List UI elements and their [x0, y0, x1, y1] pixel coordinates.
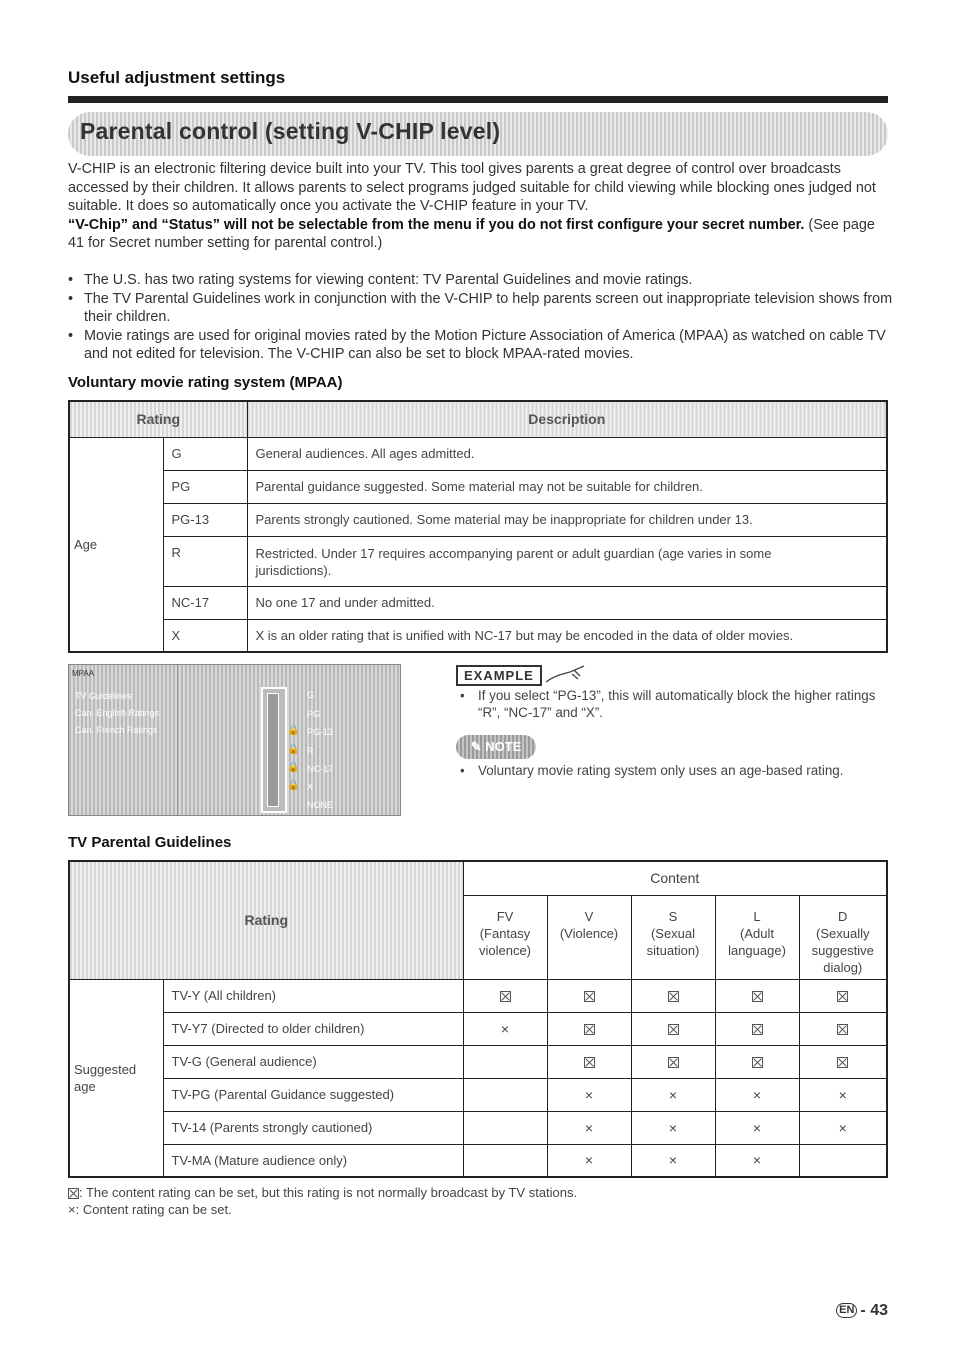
- x-mark-icon: ×: [752, 1152, 762, 1169]
- menu-left-panel: [69, 665, 178, 815]
- tvpg-cell: [631, 1012, 715, 1045]
- mpaa-code: PG-13: [163, 503, 247, 536]
- mpaa-group-age: Age: [69, 437, 163, 652]
- tvpg-cell: [799, 979, 887, 1012]
- tvpg-cell: [715, 1012, 799, 1045]
- tvpg-cell: [631, 979, 715, 1012]
- x-mark-icon: ×: [584, 1086, 594, 1103]
- tvpg-rating-label: TV-14 (Parents strongly cautioned): [163, 1111, 463, 1144]
- content-code: FV: [496, 908, 514, 924]
- x-mark-icon: ×: [838, 1119, 847, 1136]
- bullet-item: • Movie ratings are used for original movies rated by the Motion Picture Association of America (MPAA) as watched on cable TV and not edited for television. The V-CHIP can also be set to block MPAA-rated movies.: [68, 327, 898, 364]
- mpaa-desc: No one 17 and under admitted.: [247, 586, 887, 619]
- tvpg-cell: [463, 1012, 547, 1045]
- mpaa-desc: General audiences. All ages admitted.: [247, 437, 887, 470]
- tvpg-cell: [631, 1045, 715, 1078]
- note-text: • Voluntary movie rating system only uses an age-based rating.: [460, 763, 844, 778]
- tvpg-body: [69, 979, 887, 1177]
- tvpg-cell: [547, 1078, 631, 1111]
- tvpg-col-content: Content: [463, 861, 887, 895]
- mpaa-col-rating: Rating: [69, 401, 247, 437]
- menu-option[interactable]: R: [307, 746, 314, 756]
- tvpg-table: [68, 860, 888, 1178]
- intro-bullets: [68, 271, 898, 364]
- legend-x-text: : Content rating can be set.: [75, 1202, 232, 1217]
- tvpg-cell: [799, 1012, 887, 1045]
- checkbox-x-icon: [584, 1024, 595, 1035]
- pointing-hand-icon: [544, 662, 592, 684]
- tvpg-cell: [799, 1111, 887, 1144]
- x-mark-icon: ×: [668, 1119, 678, 1136]
- checkbox-x-icon: [668, 1024, 679, 1035]
- tvpg-cell: [715, 1078, 799, 1111]
- content-col-fv: [463, 895, 547, 979]
- table-row: [69, 536, 887, 586]
- mpaa-col-description: Description: [247, 401, 887, 437]
- checkbox-x-icon: [752, 1057, 763, 1068]
- table-row: [69, 619, 887, 652]
- x-mark-icon: ×: [752, 1119, 762, 1136]
- page-number-text: - 43: [860, 1302, 888, 1319]
- bullet-item: • The TV Parental Guidelines work in conjunction with the V-CHIP to help parents screen out inappropriate television shows from their children.: [68, 290, 898, 327]
- table-row: [69, 437, 887, 470]
- tvpg-cell: [547, 1012, 631, 1045]
- content-desc: (Fantasy violence): [478, 925, 532, 958]
- content-col-v: [547, 895, 631, 979]
- mpaa-desc: Parental guidance suggested. Some material may not be suitable for children.: [247, 470, 887, 503]
- lock-icon: 🔒: [287, 744, 300, 755]
- tvpg-rating-label: TV-MA (Mature audience only): [163, 1144, 463, 1177]
- tvpg-group-suggested-age: Suggested age: [69, 979, 163, 1177]
- intro-paragraph: [68, 160, 888, 253]
- legend-x: [68, 1202, 232, 1217]
- content-code: S: [668, 908, 678, 924]
- tvpg-cell: [799, 1078, 887, 1111]
- mpaa-desc: Parents strongly cautioned. Some material may be inappropriate for children under 13.: [247, 503, 887, 536]
- content-col-s: [631, 895, 715, 979]
- menu-item-can-english[interactable]: Can. English Ratings: [75, 708, 160, 718]
- note-body: Voluntary movie rating system only uses an age-based rating.: [478, 763, 844, 778]
- mpaa-desc: Restricted. Under 17 requires accompanying parent or adult guardian (age varies in some jurisdictions).: [247, 536, 887, 586]
- x-mark-icon: ×: [584, 1152, 594, 1169]
- legend-box-text: : The content rating can be set, but this rating is not normally broadcast by TV stations.: [79, 1185, 578, 1200]
- language-badge: EN: [836, 1303, 857, 1318]
- tvpg-cell: [715, 1111, 799, 1144]
- mpaa-heading: Voluntary movie rating system (MPAA): [68, 374, 343, 391]
- mpaa-header-row: [69, 401, 887, 437]
- table-row: [69, 1144, 887, 1177]
- x-mark-icon: ×: [500, 1020, 510, 1037]
- lock-icon: 🔒: [287, 762, 300, 773]
- intro-text: V-CHIP is an electronic filtering device built into your TV. This tool gives parents a great degree of control over broadcasts accessed by their children. It allows parents to select programs judged suitable for child viewing while blocking ones judged not suitable. It does so automatically once you activate the V-CHIP feature in your TV.: [68, 161, 876, 214]
- note-label: NOTE: [485, 739, 522, 754]
- checkbox-x-icon: [837, 991, 848, 1002]
- table-row: [69, 503, 887, 536]
- menu-option[interactable]: NC-17: [307, 764, 334, 774]
- rating-level-fill: [267, 693, 279, 807]
- mpaa-code: PG: [163, 470, 247, 503]
- tvpg-cell: [547, 1144, 631, 1177]
- page-title: Parental control (setting V-CHIP level): [80, 118, 501, 144]
- table-row: [69, 1045, 887, 1078]
- tvpg-rating-label: TV-PG (Parental Guidance suggested): [163, 1078, 463, 1111]
- content-code: V: [584, 908, 594, 924]
- menu-item-tv-guidelines[interactable]: TV Guidelines: [75, 691, 132, 701]
- table-row: [69, 470, 887, 503]
- lock-icon: 🔒: [287, 780, 300, 791]
- menu-tag: MPAA: [72, 669, 95, 678]
- tvpg-col-rating: Rating: [69, 861, 463, 979]
- content-desc: (Violence): [559, 925, 619, 941]
- x-mark-icon: ×: [838, 1086, 847, 1103]
- example-text: • If you select “PG-13”, this will automatically block the higher ratings “R”, “NC-17” and “X”.: [460, 688, 876, 720]
- mpaa-code: R: [163, 536, 247, 586]
- content-code: L: [753, 908, 761, 924]
- mpaa-code: X: [163, 619, 247, 652]
- tvpg-cell: [547, 979, 631, 1012]
- tvpg-cell: [631, 1144, 715, 1177]
- content-desc: (Sexual situation): [646, 925, 700, 958]
- tvpg-cell: [547, 1045, 631, 1078]
- tvpg-cell: [799, 1045, 887, 1078]
- tvpg-cell: [463, 1045, 547, 1078]
- legend-box: [68, 1185, 577, 1200]
- content-code: D: [838, 908, 848, 924]
- tvpg-cell: [715, 1045, 799, 1078]
- bullet-item: • The U.S. has two rating systems for viewing content: TV Parental Guidelines and movie ratings.: [68, 271, 898, 290]
- menu-option[interactable]: X: [307, 782, 314, 792]
- x-mark-icon: ×: [68, 1202, 76, 1217]
- heading-rule: [68, 96, 888, 103]
- tvpg-rating-label: TV-Y (All children): [163, 979, 463, 1012]
- tvpg-cell: [631, 1078, 715, 1111]
- tvpg-rating-label: TV-G (General audience): [163, 1045, 463, 1078]
- checkbox-x-icon: [837, 1024, 848, 1035]
- x-mark-icon: ×: [668, 1152, 678, 1169]
- tvpg-cell: [715, 1144, 799, 1177]
- checkbox-x-icon: [584, 991, 595, 1002]
- table-row: [69, 1012, 887, 1045]
- menu-option[interactable]: G: [307, 690, 315, 700]
- tvpg-cell: [799, 1144, 887, 1177]
- intro-warning: “V-Chip” and “Status” will not be selectable from the menu if you do not first configure your secret number.: [68, 216, 805, 233]
- checkbox-x-icon: [68, 1188, 79, 1199]
- tvpg-cell: [631, 1111, 715, 1144]
- section-heading: Useful adjustment settings: [68, 68, 286, 87]
- note-badge: [456, 735, 536, 759]
- mpaa-table: [68, 400, 888, 653]
- menu-option[interactable]: PG-13: [307, 727, 334, 737]
- content-desc: (Sexually suggestive dialog): [811, 925, 874, 975]
- lock-icon: 🔒: [287, 725, 300, 736]
- tvpg-cell: [547, 1111, 631, 1144]
- content-desc: (Adult language): [728, 925, 786, 958]
- checkbox-x-icon: [752, 991, 763, 1002]
- menu-option[interactable]: PG: [307, 709, 321, 719]
- x-mark-icon: ×: [668, 1086, 678, 1103]
- table-row: [69, 1078, 887, 1111]
- checkbox-x-icon: [584, 1057, 595, 1068]
- content-col-l: [715, 895, 799, 979]
- x-mark-icon: ×: [752, 1086, 762, 1103]
- tvpg-cell: [715, 979, 799, 1012]
- checkbox-x-icon: [668, 991, 679, 1002]
- table-row: [69, 979, 887, 1012]
- example-body: If you select “PG-13”, this will automatically block the higher ratings “R”, “NC-17” and “X”.: [478, 688, 876, 720]
- x-mark-icon: ×: [584, 1119, 594, 1136]
- table-row: [69, 586, 887, 619]
- menu-option[interactable]: NONE: [307, 800, 334, 810]
- note-icon: ✎: [470, 739, 486, 754]
- tvpg-rating-label: TV-Y7 (Directed to older children): [163, 1012, 463, 1045]
- tvpg-cell: [463, 979, 547, 1012]
- checkbox-x-icon: [668, 1057, 679, 1068]
- checkbox-x-icon: [752, 1024, 763, 1035]
- tvpg-cell: [463, 1078, 547, 1111]
- mpaa-desc: X is an older rating that is unified with NC-17 but may be encoded in the data of older movies.: [247, 619, 887, 652]
- example-label: EXAMPLE: [456, 665, 542, 686]
- mpaa-code: NC-17: [163, 586, 247, 619]
- intro-reference: (See page 41 for Secret number setting for parental control.): [68, 216, 875, 251]
- table-row: [69, 1111, 887, 1144]
- page-number: [836, 1302, 888, 1320]
- tvpg-header-row: [69, 861, 887, 895]
- checkbox-x-icon: [837, 1057, 848, 1068]
- checkbox-x-icon: [500, 991, 511, 1002]
- content-col-d: [799, 895, 887, 979]
- tvpg-cell: [463, 1144, 547, 1177]
- menu-item-can-french[interactable]: Can. French Ratings: [75, 725, 158, 735]
- tvpg-cell: [463, 1111, 547, 1144]
- tvpg-heading: TV Parental Guidelines: [68, 834, 232, 851]
- mpaa-code: G: [163, 437, 247, 470]
- vchip-menu-screenshot: [68, 664, 401, 816]
